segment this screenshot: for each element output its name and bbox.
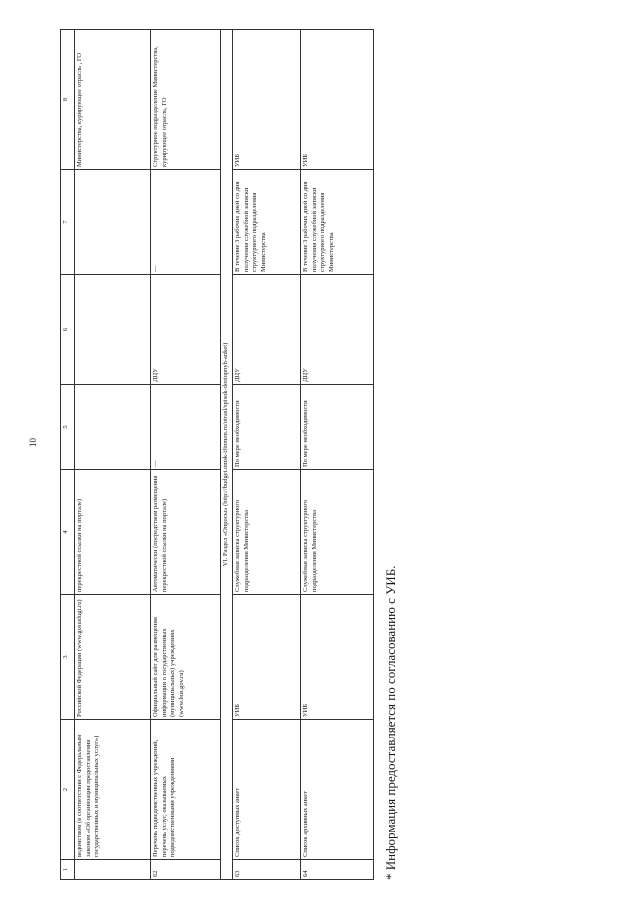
deadline-cell (75, 170, 151, 275)
basis-cell: Автоматически (посредством размещения перекрестной ссылки на портале) (151, 470, 221, 595)
frequency-cell: — (151, 385, 221, 470)
info-name-cell: ведомством (в соответствии с Федеральным законом «Об организации предоставления государственных и муниципальных услуг») (75, 720, 151, 860)
row-number-cell (75, 860, 151, 880)
table-header-row (61, 30, 75, 880)
header-cell: 2 (61, 720, 75, 860)
source-cell: УИБ (233, 595, 301, 720)
deadline-cell: В течение 3 рабочих дней со дня получения служебной записки структурного подразделения Министерства (301, 170, 374, 275)
responsible-cell: ДЦУ (233, 275, 301, 385)
header-cell: 8 (61, 30, 75, 170)
frequency-cell (75, 385, 151, 470)
header-cell: 7 (61, 170, 75, 275)
section-title: VI. Раздел «Опросы» (http://budget.omsk-ifinmon.ru/otrasl/spisok-dostupnyh-anket) (221, 30, 233, 880)
info-name-cell: Перечень подведомственных учреждений, перечень услуг, оказываемых подведомственными учреждениями (151, 720, 221, 860)
header-cell: 4 (61, 470, 75, 595)
responsible-cell (75, 275, 151, 385)
table-row (75, 30, 151, 880)
deadline-cell: — (151, 170, 221, 275)
supplier-cell: УИБ (233, 30, 301, 170)
frequency-cell: По мере необходимости (233, 385, 301, 470)
info-name-cell: Список доступных анкет (233, 720, 301, 860)
header-cell: 1 (61, 860, 75, 880)
header-cell: 6 (61, 275, 75, 385)
row-number-cell: 63 (233, 860, 301, 880)
schedule-table (60, 29, 374, 880)
responsible-cell: ДЦУ (301, 275, 374, 385)
footnote: * Информация предоставляется по согласованию с УИБ. (383, 565, 398, 880)
header-cell: 3 (61, 595, 75, 720)
row-number-cell: 62 (151, 860, 221, 880)
frequency-cell: По мере необходимости (301, 385, 374, 470)
header-cell: 5 (61, 385, 75, 470)
source-cell: Официальный сайт для размещения информации о государственных (муниципальных) учреждениях (www.bus.gov.ru) (151, 595, 221, 720)
source-cell: УИБ (301, 595, 374, 720)
info-name-cell: Список архивных анкет (301, 720, 374, 860)
responsible-cell: ДЦУ (151, 275, 221, 385)
basis-cell: Служебная записка структурного подразделения Министерства (233, 470, 301, 595)
basis-cell: Служебная записка структурного подразделения Министерства (301, 470, 374, 595)
source-cell: Российской Федерации (www.gosuslugi.ru) (75, 595, 151, 720)
page-number: 10 (28, 438, 38, 447)
supplier-cell: Министерства, курирующее отрасль , ГО (75, 30, 151, 170)
row-number-cell: 64 (301, 860, 374, 880)
section-row (221, 30, 233, 880)
table-row (233, 30, 301, 880)
table-row (301, 30, 374, 880)
deadline-cell: В течение 3 рабочих дней со дня получения служебной записки структурного подразделения Министерства (233, 170, 301, 275)
basis-cell: перекрестной ссылки на портале) (75, 470, 151, 595)
supplier-cell: Структурное подразделение Министерства, курирующее отрасль, ГО (151, 30, 221, 170)
supplier-cell: УИБ (301, 30, 374, 170)
table-row (151, 30, 221, 880)
